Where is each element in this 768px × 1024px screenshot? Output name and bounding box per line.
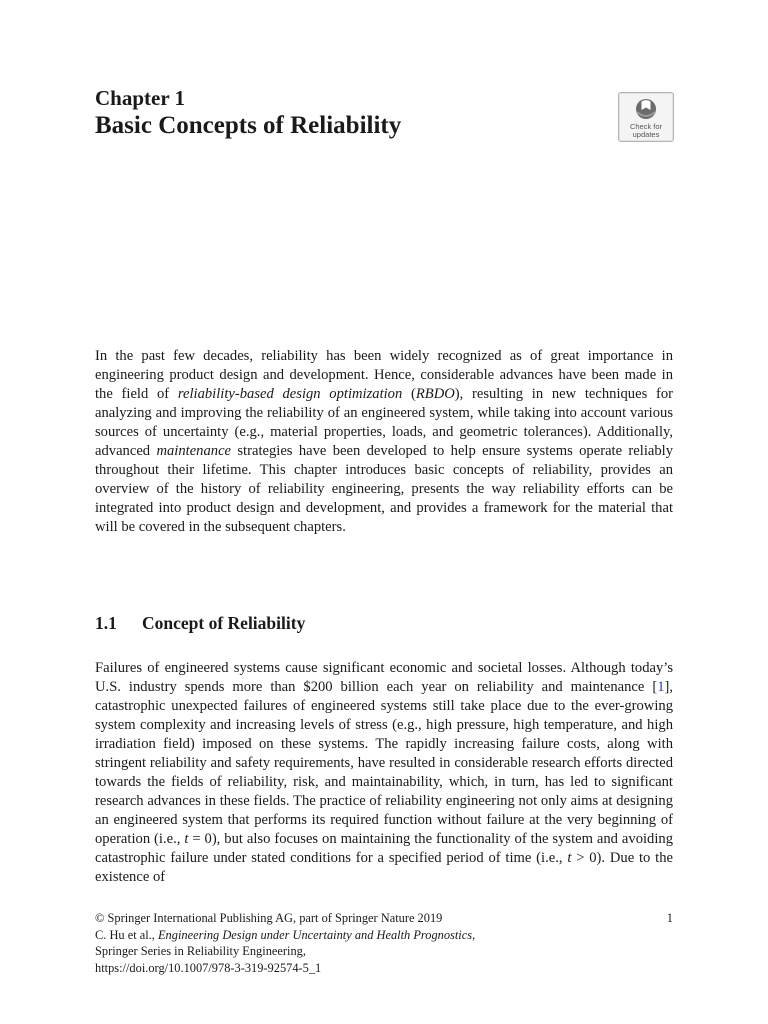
body-paragraph — [95, 659, 673, 887]
body-text: ], catastrophic unexpected failures of engineered systems still take place due to the ever-growing system complexity and increasing levels of stress (e.g., high pressure, high temperature, and high irradiation field) imposed on these systems. The rapidly increasing failure costs, along with stringent reliability and safety requirements, have resulted in considerable research efforts directed towards the fields of reliability, risk, and maintainability, which, in turn, has led to significant research advances in these fields. The practice of reliability engineering not only aims at designing an engineered system that performs its required function without failure at the very beginning of operation (i.e., — [95, 679, 673, 847]
copyright-line: © Springer International Publishing AG, part of Springer Nature 2019 — [95, 911, 443, 925]
book-title: Engineering Design under Uncertainty and Health Prognostics — [157, 927, 473, 942]
body-text: = 0), but also focuses on maintaining the functionality of the system and avoiding catastrophic failure under stated conditions for a specified period of time (i.e., — [95, 831, 673, 866]
intro-term-maintenance: maintenance — [156, 443, 232, 459]
section-heading — [95, 613, 305, 634]
chapter-title: Basic Concepts of Reliability — [95, 112, 402, 139]
book-citation-line — [95, 927, 673, 944]
intro-text: ( — [402, 386, 416, 402]
intro-term-rbdo: reliability-based design optimization — [177, 386, 403, 402]
body-text: > 0). Due to the existence of — [95, 850, 673, 885]
chapter-label: Chapter 1 — [95, 86, 186, 110]
book-title-punctuation: , — [472, 927, 476, 942]
check-for-updates-button[interactable] — [618, 92, 674, 142]
section-number: 1.1 — [95, 613, 117, 633]
check-for-updates-line1: Check for — [629, 122, 663, 131]
intro-text: ), resulting in new techniques for analyzing and improving the reliability of an engineered system, while taking into account various sources of uncertainty (e.g., material properties, loads, and geometric tolerances). Additionally, advanced — [95, 386, 673, 459]
doi-link[interactable]: https://doi.org/10.1007/978-3-319-92574-5_1 — [95, 960, 322, 975]
citation-link[interactable]: 1 — [657, 679, 665, 695]
math-variable-t: t — [567, 850, 572, 866]
body-text: Failures of engineered systems cause significant economic and societal losses. Although today’s U.S. industry spends more than $200 billion each year on reliability and maintenance [ — [95, 660, 673, 695]
check-for-updates-line2: updates — [632, 130, 660, 139]
page-footer — [95, 910, 673, 976]
page-number: 1 — [666, 911, 673, 925]
intro-paragraph — [95, 347, 673, 537]
section-title: Concept of Reliability — [142, 613, 306, 633]
intro-abbrev-rbdo: RBDO — [415, 386, 455, 402]
book-authors: C. Hu et al., — [95, 927, 158, 942]
check-for-updates-icon — [633, 98, 659, 122]
intro-text: In the past few decades, reliability has been widely recognized as of great importance in engineering product design and development. Hence, considerable advances have been made in the field of — [95, 348, 673, 402]
math-variable-t: t — [184, 831, 189, 847]
intro-text: strategies have been developed to help ensure systems operate reliably throughout their lifetime. This chapter introduces basic concepts of reliability, provides an overview of the history of reliability engineering, presents the way reliability efforts can be integrated into product design and development, and provides a framework for the material that will be covered in the subsequent chapters. — [95, 443, 673, 535]
series-line: Springer Series in Reliability Engineering, — [95, 944, 306, 958]
